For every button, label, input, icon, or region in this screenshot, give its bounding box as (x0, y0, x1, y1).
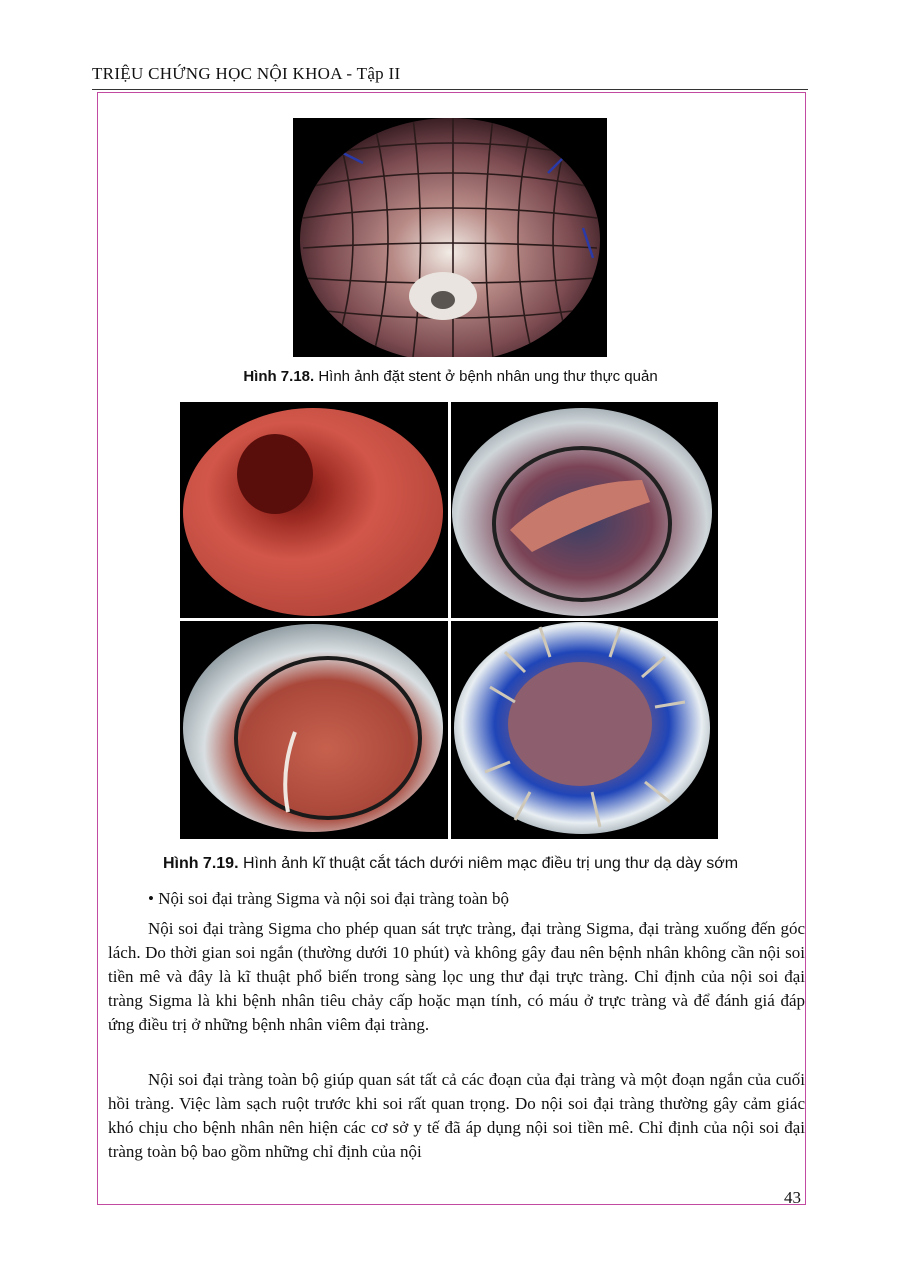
paragraph (108, 917, 805, 1037)
figure-label: Hình 7.19. (162, 855, 239, 872)
paragraph-text: Nội soi đại tràng toàn bộ giúp quan sát tất cả các đoạn của đại tràng và một đoạn ngắn của cuối hồi tràng. Việc làm sạch ruột trước khi soi rất quan trọng. Do nội soi đại tràng thường gây cảm giác khó chịu cho bệnh nhân nên hiện các cơ sở y tế đã áp dụng nội soi tiền mê. Chỉ định của nội soi đại tràng toàn bộ bao gồm những chỉ định của nội (108, 1070, 805, 1161)
page-number: 43 (784, 1188, 801, 1207)
stent-endoscopy-image (293, 118, 607, 357)
paragraph (108, 1068, 805, 1164)
figure-7-18-photo (293, 118, 607, 357)
figure-7-19-photo-grid (180, 402, 718, 839)
bullet-heading: • Nội soi đại tràng Sigma và nội soi đại tràng toàn bộ (148, 889, 510, 908)
figure-caption-text: Hình ảnh đặt stent ở bệnh nhân ung thư thực quản (314, 368, 658, 385)
figure-caption-text: Hình ảnh kĩ thuật cắt tách dưới niêm mạc điều trị ung thư dạ dày sớm (238, 855, 739, 872)
paragraph-text: Nội soi đại tràng Sigma cho phép quan sát trực tràng, đại tràng Sigma, đại tràng xuống đến góc lách. Do thời gian soi ngắn (thường dưới 10 phút) và không gây đau nên bệnh nhân không cần nội soi tiền mê và đây là kĩ thuật phổ biến trong sàng lọc ung thư đại trực tràng. Chỉ định của nội soi đại tràng Sigma là khi bệnh nhân tiêu chảy cấp hoặc mạn tính, có máu ở trực tràng và để đánh giá đáp ứng điều trị ở những bệnh nhân viêm đại tràng. (108, 919, 805, 1034)
esd-endoscopy-panels (180, 402, 718, 839)
running-header: TRIỆU CHỨNG HỌC NỘI KHOA - Tập II (92, 64, 401, 83)
header-rule (92, 89, 808, 90)
figure-7-18-caption (0, 368, 901, 385)
figure-7-19-caption (0, 855, 901, 873)
figure-label: Hình 7.18. (243, 368, 315, 385)
